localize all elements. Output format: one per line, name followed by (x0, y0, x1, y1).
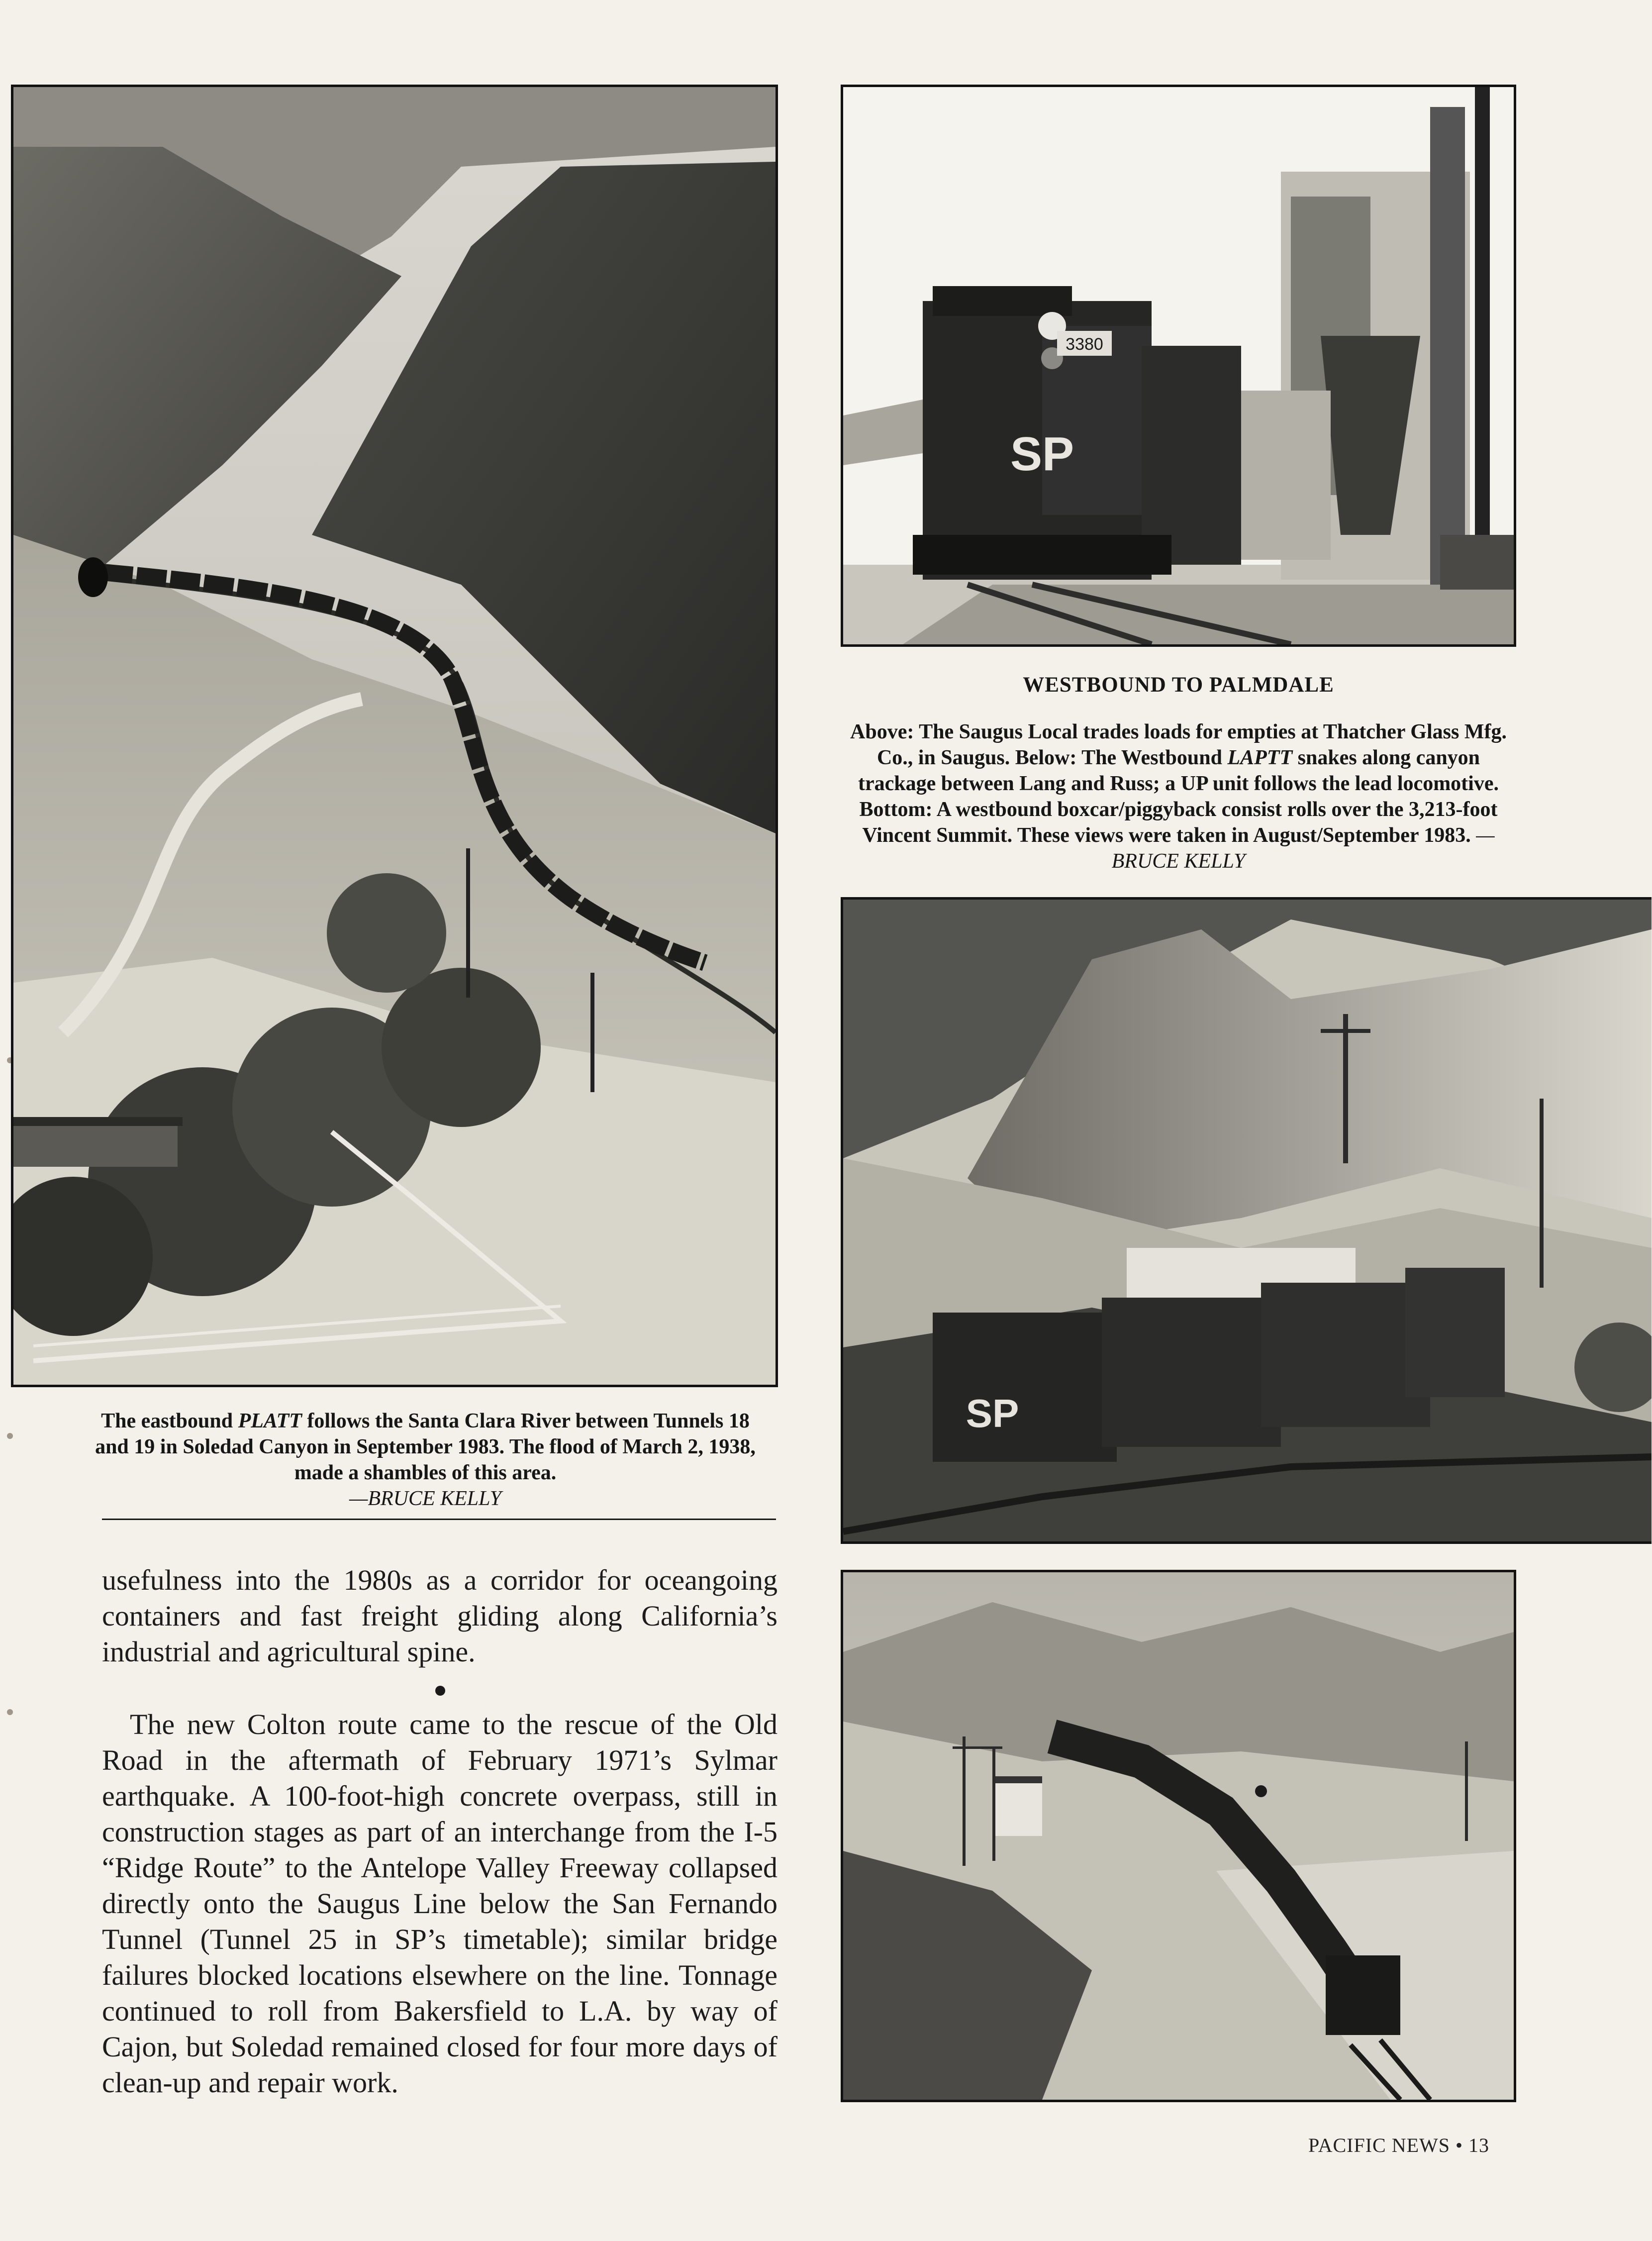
caption-divider-rule (102, 1519, 776, 1520)
caption-soledad (90, 1408, 761, 1512)
publication-name: PACIFIC NEWS (1308, 2134, 1451, 2156)
photo-lang-russ-image (843, 900, 1652, 1541)
article-paragraph: The new Colton route came to the rescue of the Old Road in the aftermath of February 1971’s Sylmar earthquake. A 100-foot-high concrete overpass, still in construction stages as part of an interchange from the I-5 “Ridge Route” to the Antelope Valley Freeway collapsed directly onto the Saugus Line below the San Fernando Tunnel (Tunnel 25 in SP’s timetable); similar bridge failures blocked locations elsewhere on the line. Tonnage continued to roll from Bakersfield to L.A. by way of Cajon, but Soledad remained closed for four more days of clean-up and repair work. (102, 1708, 777, 2099)
caption-westbound-text: snakes along canyon trackage between Lang and Russ; a UP unit follows the lead locomotive. Bottom: A westbound boxcar/piggyback consist rolls over the 3,213-foot Vincent Summit. These views were taken in August/September 1983. (858, 746, 1499, 847)
binding-hole-mark (7, 1709, 13, 1715)
photo-soledad-canyon (11, 85, 778, 1387)
section-bullet (435, 1686, 445, 1696)
photo-saugus-local (841, 85, 1516, 647)
footer-separator: • (1456, 2134, 1463, 2156)
article-body (102, 1562, 777, 1670)
caption-heading: WESTBOUND TO PALMDALE (1023, 673, 1334, 697)
sp-logo: SP (1010, 427, 1074, 481)
caption-soledad-pre: The eastbound (101, 1410, 238, 1432)
photo-credit: —BRUCE KELLY (1111, 824, 1495, 873)
page-footer (1308, 2134, 1489, 2157)
photo-credit: —BRUCE KELLY (349, 1487, 502, 1510)
binding-hole-mark (7, 1433, 13, 1439)
photo-soledad-image (13, 87, 776, 1385)
article-body (102, 1707, 777, 2101)
locomotive-number: 3380 (1066, 335, 1103, 354)
photo-lang-russ (841, 897, 1652, 1544)
article-paragraph: usefulness into the 1980s as a corridor for oceangoing containers and fast freight gliding along California’s industrial and agricultural spine. (102, 1564, 777, 1668)
photo-vincent-image (843, 1572, 1514, 2100)
photo-saugus-image (843, 87, 1514, 644)
train-name-platt: PLATT (238, 1410, 302, 1432)
sp-logo: SP (966, 1391, 1019, 1435)
caption-soledad-text: follows the Santa Clara River between Tunnels 18 and 19 in Soledad Canyon in September 1983. The flood of March 2, 1938, made a shambles of this area. (95, 1410, 756, 1484)
caption-westbound (841, 719, 1516, 874)
train-name-laptt: LAPTT (1227, 746, 1293, 769)
caption-westbound-pre: Above: The Saugus Local trades loads for empties at Thatcher Glass Mfg. Co., in Saugus. Below: The Westbound (850, 720, 1507, 769)
photo-vincent-summit (841, 1570, 1516, 2102)
page-number: 13 (1468, 2134, 1490, 2156)
